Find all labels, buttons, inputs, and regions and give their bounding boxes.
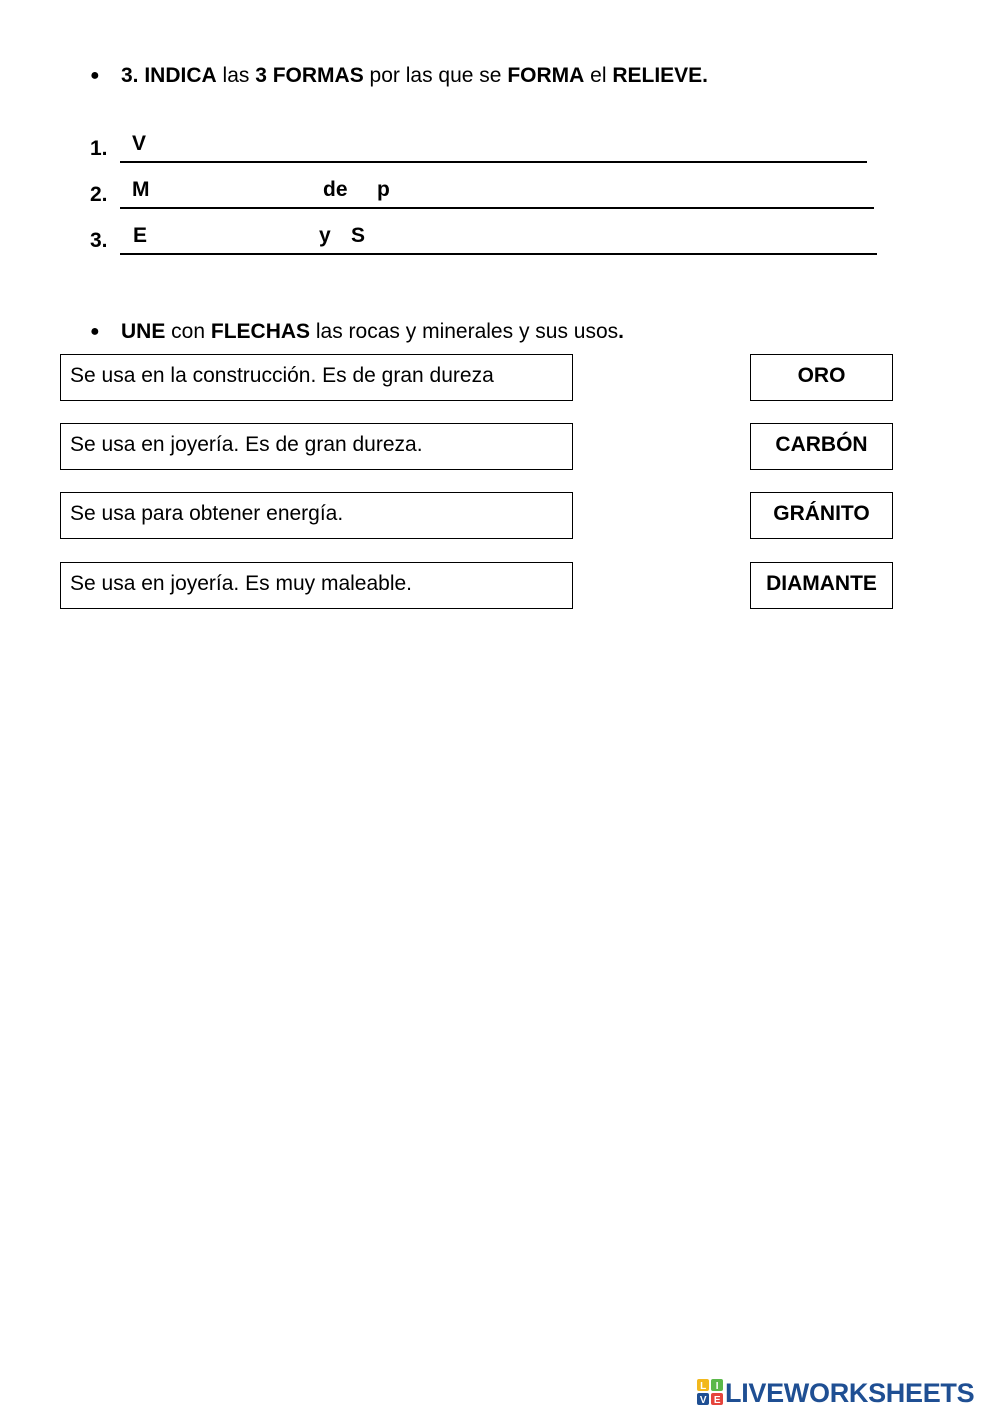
prompt-text: por las que se [363, 64, 508, 87]
use-description-text: Se usa en joyería. Es de gran dureza. [70, 433, 423, 456]
answer-hint: V [132, 132, 147, 155]
answer-hint: E [133, 224, 148, 247]
prompt-bold: 3 FORMAS [255, 64, 364, 87]
liveworksheets-logo-text: LIVEWORKSHEETS [725, 1378, 975, 1408]
answer-hint: de [323, 178, 348, 201]
prompt-text: el [584, 64, 613, 87]
svg-text:E: E [713, 1395, 721, 1405]
answer-input-1[interactable] [120, 131, 867, 163]
use-description-text: Se usa en la construcción. Es de gran dureza [70, 364, 494, 387]
answer-hint: M [132, 178, 150, 201]
answer-number: 2. [90, 183, 108, 206]
mineral-box-oro[interactable] [750, 354, 893, 401]
liveworksheets-logo [697, 1378, 974, 1410]
answer-hint: S [351, 224, 366, 247]
prompt-bold: FLECHAS [210, 320, 311, 343]
use-description-box[interactable] [60, 492, 573, 539]
bullet-icon: ● [90, 67, 100, 84]
mineral-label: GRÁNITO [773, 502, 870, 525]
answer-hint: y [319, 224, 331, 247]
prompt-text: las rocas y minerales y sus usos [310, 320, 619, 343]
svg-text:L: L [700, 1381, 706, 1392]
answer-hint: p [377, 178, 390, 201]
answer-row-2 [90, 182, 120, 208]
mineral-label: ORO [797, 364, 846, 387]
mineral-label: DIAMANTE [766, 572, 877, 595]
use-description-text: Se usa para obtener energía. [70, 502, 344, 525]
prompt-bold: FORMA [507, 64, 585, 87]
mineral-box-diamante[interactable] [750, 562, 893, 609]
answer-number: 3. [90, 229, 108, 252]
bullet-icon: ● [90, 323, 100, 340]
question-2-prompt [90, 319, 624, 345]
prompt-text: con [165, 320, 211, 343]
question-1-prompt [90, 63, 708, 89]
answer-input-3[interactable] [120, 223, 877, 255]
use-description-box[interactable] [60, 354, 573, 401]
liveworksheets-logo-icon [697, 1379, 723, 1405]
answer-input-2[interactable] [120, 177, 874, 209]
prompt-bold: . [618, 320, 624, 343]
mineral-box-carbon[interactable] [750, 423, 893, 470]
use-description-box[interactable] [60, 423, 573, 470]
svg-text:I: I [715, 1381, 719, 1392]
prompt-text: las [216, 64, 256, 87]
answer-row-1 [90, 136, 120, 162]
prompt-bold: 3. INDICA [121, 64, 217, 87]
answer-row-3 [90, 228, 120, 254]
use-description-text: Se usa en joyería. Es muy maleable. [70, 572, 413, 595]
prompt-bold: RELIEVE. [612, 64, 709, 87]
mineral-box-granito[interactable] [750, 492, 893, 539]
svg-text:V: V [699, 1395, 707, 1405]
use-description-box[interactable] [60, 562, 573, 609]
answer-number: 1. [90, 137, 108, 160]
prompt-bold: UNE [121, 320, 166, 343]
mineral-label: CARBÓN [775, 433, 868, 456]
